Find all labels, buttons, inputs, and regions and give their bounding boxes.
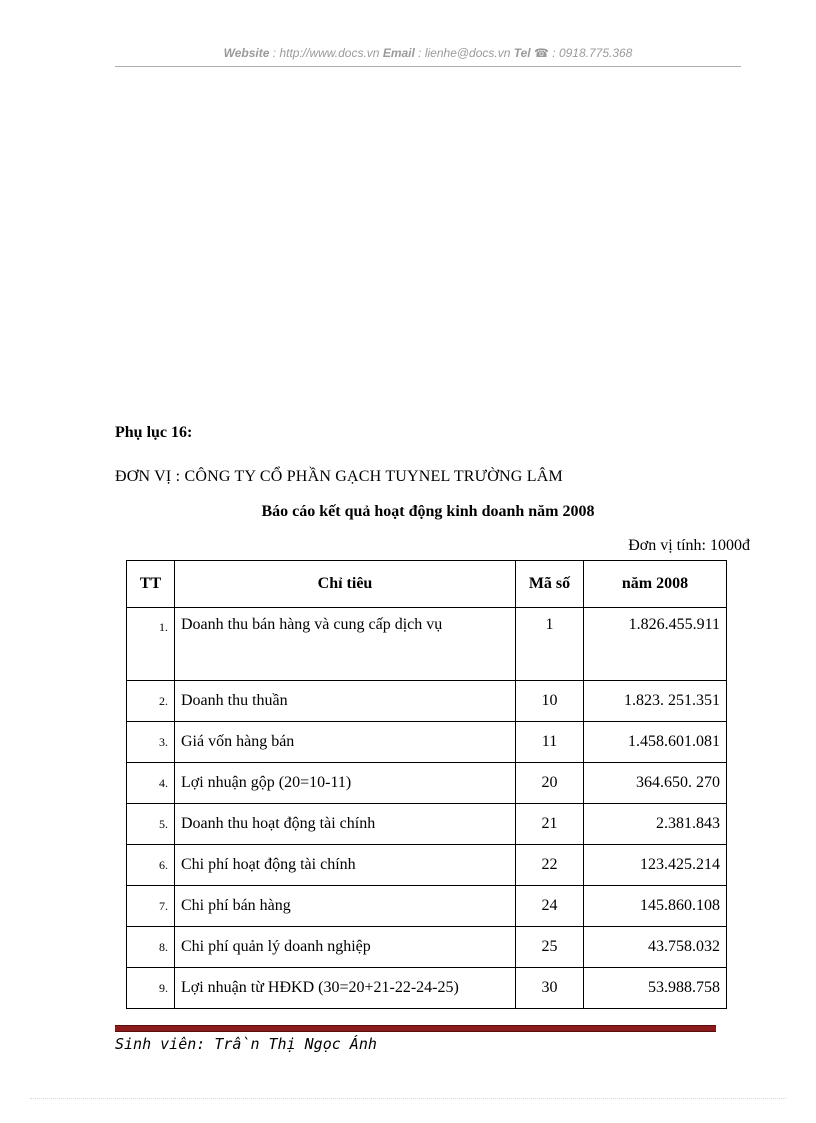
row-tt: 8.	[127, 927, 175, 968]
page-header	[115, 46, 741, 60]
row-code: 10	[516, 681, 584, 722]
table-row	[127, 681, 727, 722]
tel-value: ☎ : 0918.775.368	[530, 46, 633, 60]
row-indicator: Lợi nhuận từ HĐKD (30=20+21-22-24-25)	[175, 968, 516, 1009]
footer-divider	[115, 1025, 716, 1032]
row-code: 20	[516, 763, 584, 804]
row-indicator: Chi phí bán hàng	[175, 886, 516, 927]
table-row	[127, 845, 727, 886]
row-tt: 2.	[127, 681, 175, 722]
appendix-label: Phụ lục 16:	[115, 424, 193, 441]
row-code: 25	[516, 927, 584, 968]
row-tt: 5.	[127, 804, 175, 845]
row-code: 24	[516, 886, 584, 927]
row-value: 1.826.455.911	[584, 608, 727, 681]
company-unit-line: ĐƠN VỊ : CÔNG TY CỔ PHẦN GẠCH TUYNEL TRƯỜNG LÂM	[115, 468, 563, 485]
student-name: Sinh viên: Trần Thị Ngọc Ánh	[115, 1035, 377, 1053]
website-label: Website	[223, 46, 270, 60]
measurement-unit: Đơn vị tính: 1000đ	[628, 537, 750, 554]
row-tt: 4.	[127, 763, 175, 804]
header-divider	[115, 66, 741, 67]
table-row	[127, 804, 727, 845]
row-tt: 7.	[127, 886, 175, 927]
income-statement-table	[126, 560, 727, 1009]
row-indicator: Chi phí hoạt động tài chính	[175, 845, 516, 886]
row-indicator: Lợi nhuận gộp (20=10-11)	[175, 763, 516, 804]
header-indicator: Chỉ tiêu	[175, 561, 516, 608]
row-value: 145.860.108	[584, 886, 727, 927]
website-value: : http://www.docs.vn	[269, 46, 383, 60]
table-header-row	[127, 561, 727, 608]
row-indicator: Doanh thu hoạt động tài chính	[175, 804, 516, 845]
row-code: 1	[516, 608, 584, 681]
row-code: 30	[516, 968, 584, 1009]
row-indicator: Doanh thu thuần	[175, 681, 516, 722]
row-tt: 3.	[127, 722, 175, 763]
row-code: 21	[516, 804, 584, 845]
table-row	[127, 927, 727, 968]
row-value: 1.823. 251.351	[584, 681, 727, 722]
table-row	[127, 968, 727, 1009]
header-value: năm 2008	[584, 561, 727, 608]
row-value: 43.758.032	[584, 927, 727, 968]
row-value: 53.988.758	[584, 968, 727, 1009]
row-value: 364.650. 270	[584, 763, 727, 804]
row-tt: 9.	[127, 968, 175, 1009]
tel-label: Tel	[513, 46, 531, 60]
row-tt: 1.	[127, 608, 175, 681]
row-value: 123.425.214	[584, 845, 727, 886]
row-tt: 6.	[127, 845, 175, 886]
row-value: 2.381.843	[584, 804, 727, 845]
table-row	[127, 886, 727, 927]
row-value: 1.458.601.081	[584, 722, 727, 763]
header-code: Mã số	[516, 561, 584, 608]
email-label: Email	[382, 46, 415, 60]
email-value: : lienhe@docs.vn	[414, 46, 514, 60]
row-indicator: Doanh thu bán hàng và cung cấp dịch vụ	[175, 608, 516, 681]
table-row	[127, 722, 727, 763]
row-code: 11	[516, 722, 584, 763]
table-row	[127, 763, 727, 804]
row-indicator: Chi phí quản lý doanh nghiệp	[175, 927, 516, 968]
report-title: Báo cáo kết quả hoạt động kinh doanh năm 2008	[261, 503, 595, 520]
page-edge-dotted-line	[30, 1098, 786, 1099]
header-tt: TT	[127, 561, 175, 608]
table-row	[127, 608, 727, 681]
row-code: 22	[516, 845, 584, 886]
row-indicator: Giá vốn hàng bán	[175, 722, 516, 763]
